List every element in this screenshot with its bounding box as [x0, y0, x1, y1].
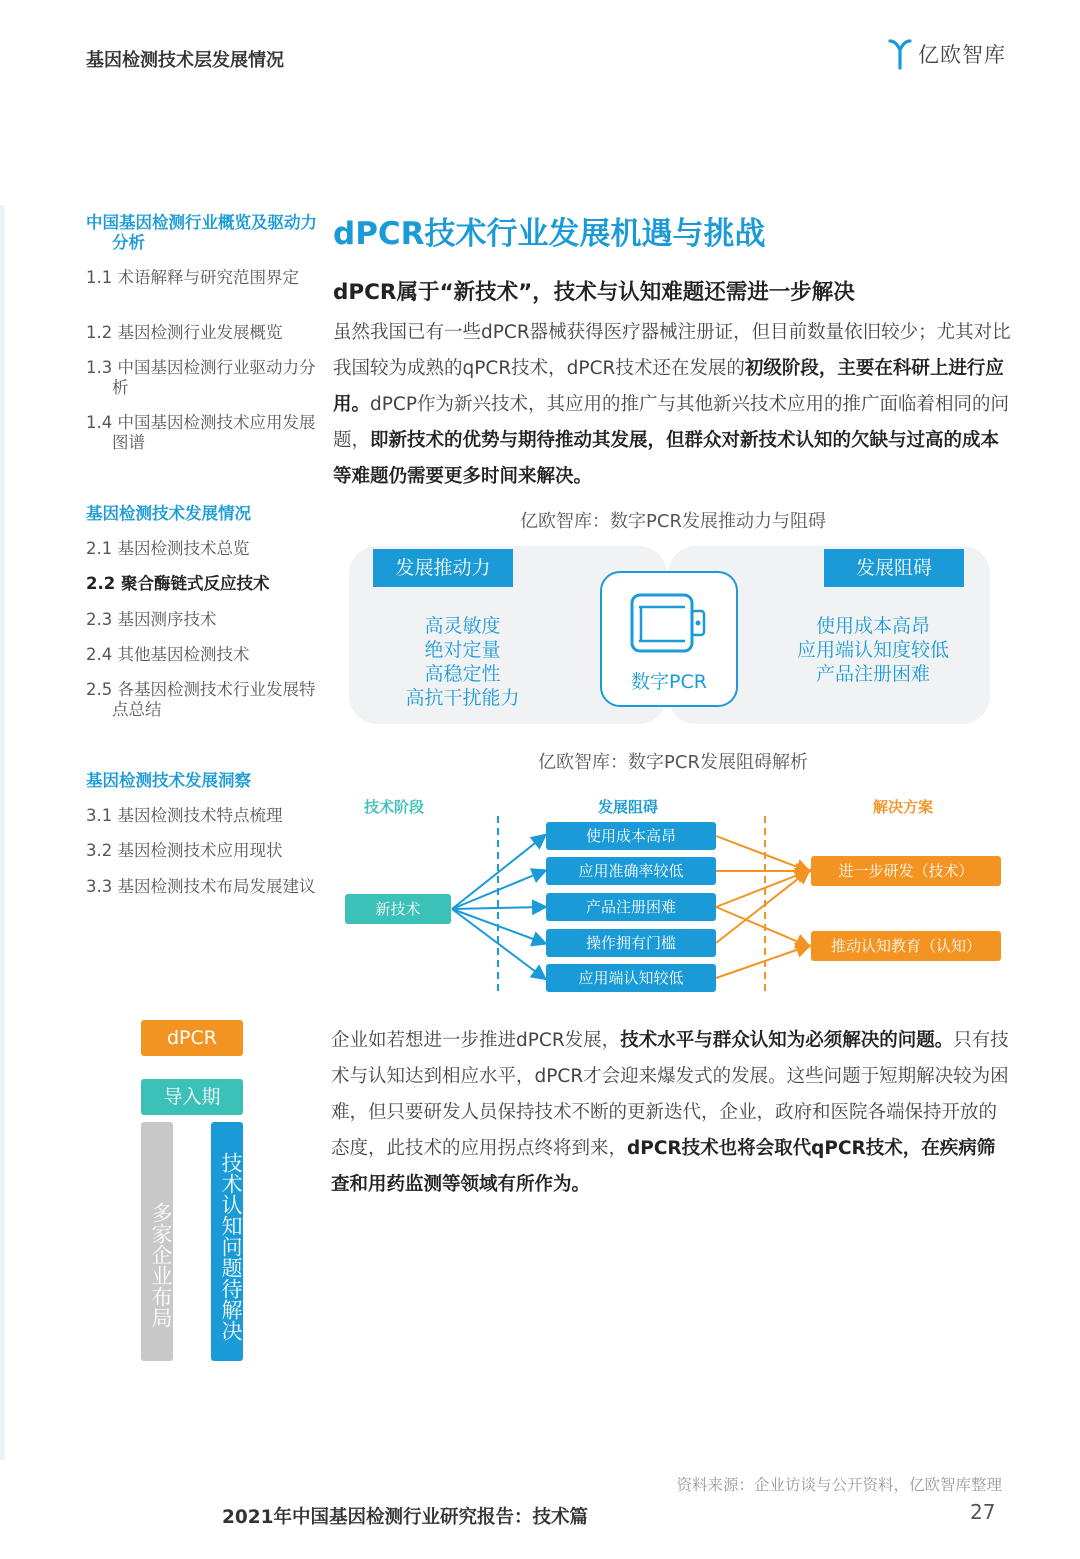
logo-icon [888, 38, 912, 70]
page-header-title: 基因检测技术层发展情况 [86, 50, 284, 71]
solution-box: 推动认知教育（认知） [811, 931, 1001, 961]
toc-item-1-4[interactable]: 1.4 中国基因检测技术应用发展图谱 [86, 413, 316, 452]
driver-item: 高抗干扰能力 [405, 687, 520, 709]
section-subtitle: dPCR属于“新技术”，技术与认知难题还需进一步解决 [333, 280, 855, 305]
col-stage-header: 技术阶段 [364, 798, 425, 816]
col-solution-header: 解决方案 [873, 798, 934, 816]
obstacle-item: 应用端认知度较低 [796, 639, 949, 661]
drivers-list [380, 614, 545, 710]
solution-box: 进一步研发（技术） [811, 856, 1001, 886]
arrow-obstacle-solution [716, 871, 808, 943]
arrow-obstacle-solution [716, 907, 808, 946]
companies-bar: 多家企业布局 [141, 1122, 173, 1361]
obstacle-item: 使用成本高昂 [815, 615, 930, 637]
device-icon [629, 591, 707, 655]
source-note: 资料来源：企业访谈与公开资料，亿欧智库整理 [676, 1476, 1002, 1494]
diagram1-caption: 亿欧智库：数字PCR发展推动力与阻碍 [520, 511, 826, 532]
dpcr-tag: dPCR [141, 1020, 243, 1056]
obstacle-box: 操作拥有门槛 [546, 929, 716, 957]
driver-item: 绝对定量 [424, 639, 501, 661]
obstacle-item: 产品注册困难 [815, 663, 930, 685]
tech-awareness-bar: 技术认知问题待解决 [211, 1122, 243, 1361]
stage-box: 新技术 [345, 894, 451, 924]
drivers-tag: 发展推动力 [373, 549, 513, 587]
toc-section-3[interactable]: 基因检测技术发展洞察 [86, 771, 251, 790]
arrow-stage-obstacle [452, 907, 544, 909]
toc-item-1-1[interactable]: 1.1 术语解释与研究范围界定 [86, 268, 299, 287]
toc-item-1-3[interactable]: 1.3 中国基因检测行业驱动力分析 [86, 358, 316, 397]
toc-item-2-3[interactable]: 2.3 基因测序技术 [86, 610, 217, 629]
toc-item-2-2[interactable]: 2.2 聚合酶链式反应技术 [86, 574, 270, 593]
col-obstacle-header: 发展阻碍 [598, 798, 659, 816]
toc-item-2-1[interactable]: 2.1 基因检测技术总览 [86, 539, 250, 558]
logo [888, 38, 1006, 70]
obstacle-box: 应用准确率较低 [546, 857, 716, 885]
arrow-obstacle-solution [716, 871, 808, 907]
closing-paragraph: 企业如若想进一步推进dPCR发展，技术水平与群众认知为必须解决的问题。只有技术与认知达到相应水平，dPCR才会迎来爆发式的发展。这些问题于短期解决较为困难，但只要研发人员保持技术不断的更新迭代，企业，政府和医院各端保持开放的态度，此技术的应用拐点终将到来，dPCR技术也将会取代qPCR技术，在疾病筛查和用药监测等领域有所作为。 [331, 1030, 1009, 1195]
stage-tag: 导入期 [141, 1079, 243, 1115]
obstacles-list [778, 614, 968, 686]
toc-item-1-2[interactable]: 1.2 基因检测行业发展概览 [86, 323, 283, 342]
toc-item-3-1[interactable]: 3.1 基因检测技术特点梳理 [86, 806, 283, 825]
obstacle-box: 应用端认知较低 [546, 964, 716, 992]
obstacle-box: 使用成本高昂 [546, 822, 716, 850]
toc-section-1[interactable]: 中国基因检测行业概览及驱动力分析 [86, 213, 317, 252]
page-number: 27 [970, 1500, 996, 1524]
page-title: dPCR技术行业发展机遇与挑战 [333, 216, 766, 252]
logo-text: 亿欧智库 [918, 43, 1006, 67]
diagram2-caption: 亿欧智库：数字PCR发展阻碍解析 [538, 752, 808, 773]
arrow-obstacle-solution [716, 946, 808, 978]
toc-item-2-5[interactable]: 2.5 各基因检测技术行业发展特点总结 [86, 680, 316, 719]
digital-pcr-box [600, 571, 738, 707]
toc-item-3-2[interactable]: 3.2 基因检测技术应用现状 [86, 841, 283, 860]
obstacles-tag: 发展阻碍 [824, 549, 964, 587]
driver-item: 高灵敏度 [424, 615, 501, 637]
left-rule [0, 205, 5, 1460]
obstacle-box: 产品注册困难 [546, 893, 716, 921]
toc-section-2[interactable]: 基因检测技术发展情况 [86, 504, 251, 523]
arrow-stage-obstacle [452, 909, 544, 978]
driver-item: 高稳定性 [424, 663, 501, 685]
toc-item-2-4[interactable]: 2.4 其他基因检测技术 [86, 645, 250, 664]
report-title: 2021年中国基因检测行业研究报告：技术篇 [222, 1507, 588, 1528]
arrow-obstacle-solution [716, 836, 808, 871]
digital-pcr-label: 数字PCR [631, 671, 707, 693]
intro-paragraph: 虽然我国已有一些dPCR器械获得医疗器械注册证，但目前数量依旧较少；尤其对比我国较为成熟的qPCR技术，dPCR技术还在发展的初级阶段，主要在科研上进行应用。dPCP作为新兴技术，其应用的推广与其他新兴技术应用的推广面临着相同的问题，即新技术的优势与期待推动其发展，但群众对新技术认知的欠缺与过高的成本等难题仍需要更多时间来解决。 [333, 322, 1011, 487]
toc-item-3-3[interactable]: 3.3 基因检测技术布局发展建议 [86, 877, 316, 896]
